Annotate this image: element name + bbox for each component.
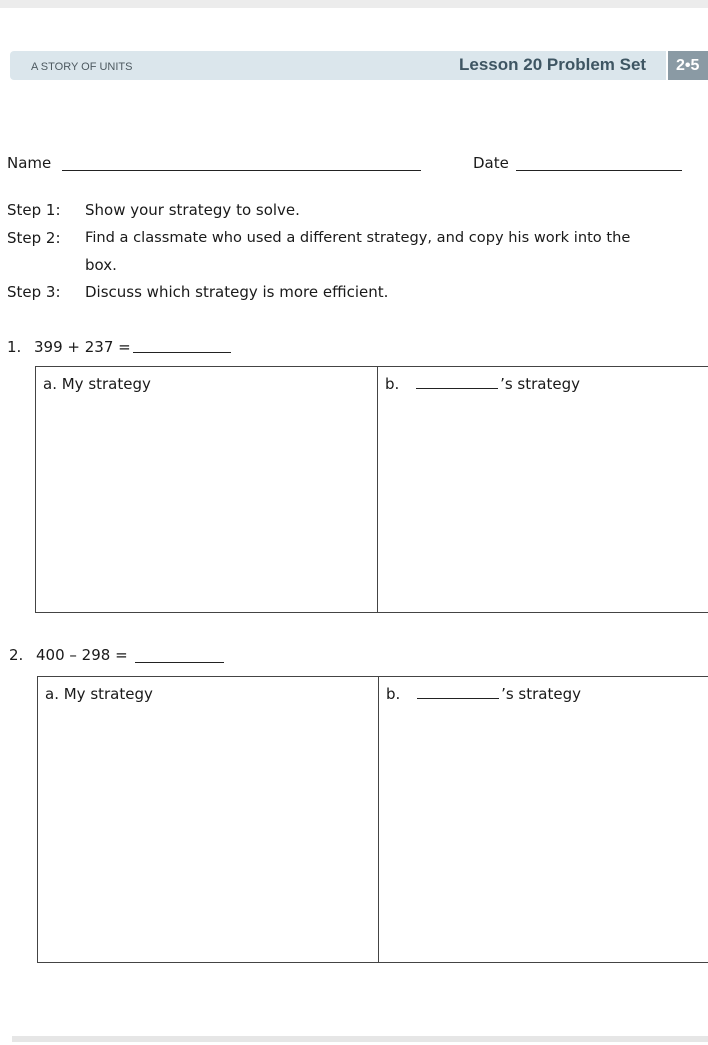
step-1-label: Step 1:	[7, 201, 61, 219]
page-top-edge	[0, 0, 708, 8]
step-3-text: Discuss which strategy is more efficient.	[85, 283, 389, 301]
problem-2-equation: 400 – 298 =	[36, 646, 128, 664]
date-field[interactable]	[516, 170, 682, 171]
problem-1-cell-b-prefix: b.	[385, 375, 400, 393]
step-2-text: Find a classmate who used a different strategy, and copy his work into the	[85, 229, 631, 246]
page-bottom-edge	[12, 1036, 708, 1042]
problem-2-classmate-strategy-label	[386, 685, 581, 703]
problem-2-classmate-name-blank[interactable]	[417, 686, 499, 699]
problem-1-number: 1.	[7, 338, 22, 356]
step-2-continued: box.	[85, 256, 117, 274]
name-label: Name	[7, 154, 52, 172]
step-3-label: Step 3:	[7, 283, 61, 301]
problem-2-divider	[378, 677, 379, 962]
series-name: A STORY OF UNITS	[31, 61, 133, 73]
date-label: Date	[473, 154, 509, 172]
problem-1-classmate-name-blank[interactable]	[416, 376, 498, 389]
problem-1-my-strategy-label: a. My strategy	[43, 375, 151, 393]
step-2-label: Step 2:	[7, 229, 61, 247]
problem-1-cell-b-suffix: ’s strategy	[500, 375, 580, 393]
grade-tag: 2•5	[668, 51, 708, 80]
problem-2-answer-blank[interactable]	[135, 662, 224, 663]
problem-1-answer-blank[interactable]	[133, 352, 231, 353]
problem-1-divider	[377, 367, 378, 612]
problem-1-work-box	[35, 366, 708, 613]
problem-1-equation: 399 + 237 =	[34, 338, 131, 356]
step-1-text: Show your strategy to solve.	[85, 201, 300, 219]
problem-2-cell-b-prefix: b.	[386, 685, 401, 703]
problem-2-my-strategy-label: a. My strategy	[45, 685, 153, 703]
problem-2-work-box	[37, 676, 708, 963]
problem-2-cell-b-suffix: ’s strategy	[501, 685, 581, 703]
problem-1-classmate-strategy-label	[385, 375, 580, 393]
problem-2-number: 2.	[9, 646, 24, 664]
lesson-title: Lesson 20 Problem Set	[459, 55, 647, 74]
name-field[interactable]	[62, 170, 421, 171]
